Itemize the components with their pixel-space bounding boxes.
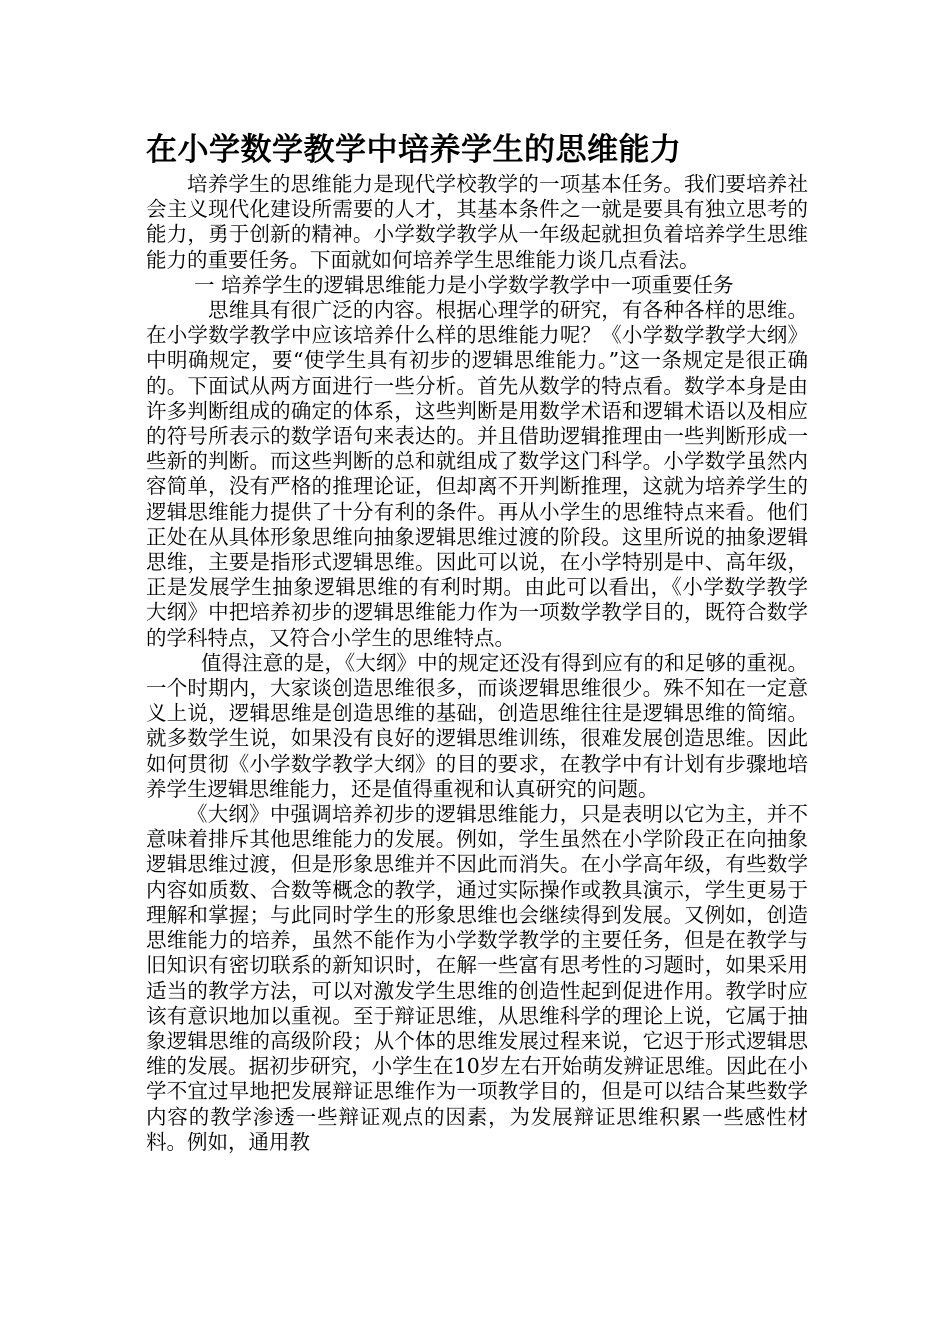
document-page	[146, 128, 808, 1155]
document-title: 在小学数学教学中培养学生的思维能力	[146, 132, 682, 168]
paragraph-attention: 值得注意的是，《大纲》中的规定还没有得到应有的和足够的重视。一个时期内，大家谈创造思维很多，而谈逻辑思维很少。殊不知在一定意义上说，逻辑思维是创造思维的基础，创造思维往往是逻辑思维的简缩。就多数学生说，如果没有良好的逻辑思维训练，很难发展创造思维。因此如何贯彻《小学数学教学大纲》的目的要求，在教学中有计划有步骤地培养学生逻辑思维能力，还是值得重视和认真研究的问题。	[146, 650, 808, 801]
paragraph-syllabus: 《大纲》中强调培养初步的逻辑思维能力，只是表明以它为主，并不意味着排斥其他思维能力的发展。例如，学生虽然在小学阶段正在向抽象逻辑思维过渡，但是形象思维并不因此而消失。在小学高年级，有些数学内容如质数、合数等概念的教学，通过实际操作或教具演示，学生更易于理解和掌握；与此同时学生的形象思维也会继续得到发展。又例如，创造思维能力的培养，虽然不能作为小学数学教学的主要任务，但是在教学与旧知识有密切联系的新知识时，在解一些富有思考性的习题时，如果采用适当的教学方法，可以对激发学生思维的创造性起到促进作用。教学时应该有意识地加以重视。至于辩证思维，从思维科学的理论上说，它属于抽象逻辑思维的高级阶段；从个体的思维发展过程来说，它迟于形式逻辑思维的发展。据初步研究，小学生在10岁左右开始萌发辨证思维。因此在小学不宜过早地把发展辩证思维作为一项教学目的，但是可以结合某些数学内容的教学渗透一些辩证观点的因素，为发展辩证思维积累一些感性材料。例如，通用教	[146, 802, 808, 1154]
paragraph-thinking-content: 思维具有很广泛的内容。根据心理学的研究，有各种各样的思维。在小学数学教学中应该培养什么样的思维能力呢？《小学数学教学大纲》中明确规定，要“使学生具有初步的逻辑思维能力。”这一条规定是很正确的。下面试从两方面进行一些分析。首先从数学的特点看。数学本身是由许多判断组成的确定的体系，这些判断是用数学术语和逻辑术语以及相应的符号所表示的数学语句来表达的。并且借助逻辑推理由一些判断形成一些新的判断。而这些判断的总和就组成了数学这门科学。小学数学虽然内容简单，没有严格的推理论证，但却离不开判断推理，这就为培养学生的逻辑思维能力提供了十分有利的条件。再从小学生的思维特点来看。他们正处在从具体形象思维向抽象逻辑思维过渡的阶段。这里所说的抽象逻辑思维，主要是指形式逻辑思维。因此可以说，在小学特别是中、高年级，正是发展学生抽象逻辑思维的有利时期。由此可以看出，《小学数学教学大纲》中把培养初步的逻辑思维能力作为一项数学教学目的，既符合数学的学科特点，又符合小学生的思维特点。	[146, 298, 808, 650]
paragraph-intro: 培养学生的思维能力是现代学校教学的一项基本任务。我们要培养社会主义现代化建设所需要的人才，其基本条件之一就是要具有独立思考的能力，勇于创新的精神。小学数学教学从一年级起就担负着培养学生思维能力的重要任务。下面就如何培养学生思维能力谈几点看法。	[146, 172, 808, 272]
section-heading-1: 一 培养学生的逻辑思维能力是小学数学教学中一项重要任务	[194, 272, 734, 297]
